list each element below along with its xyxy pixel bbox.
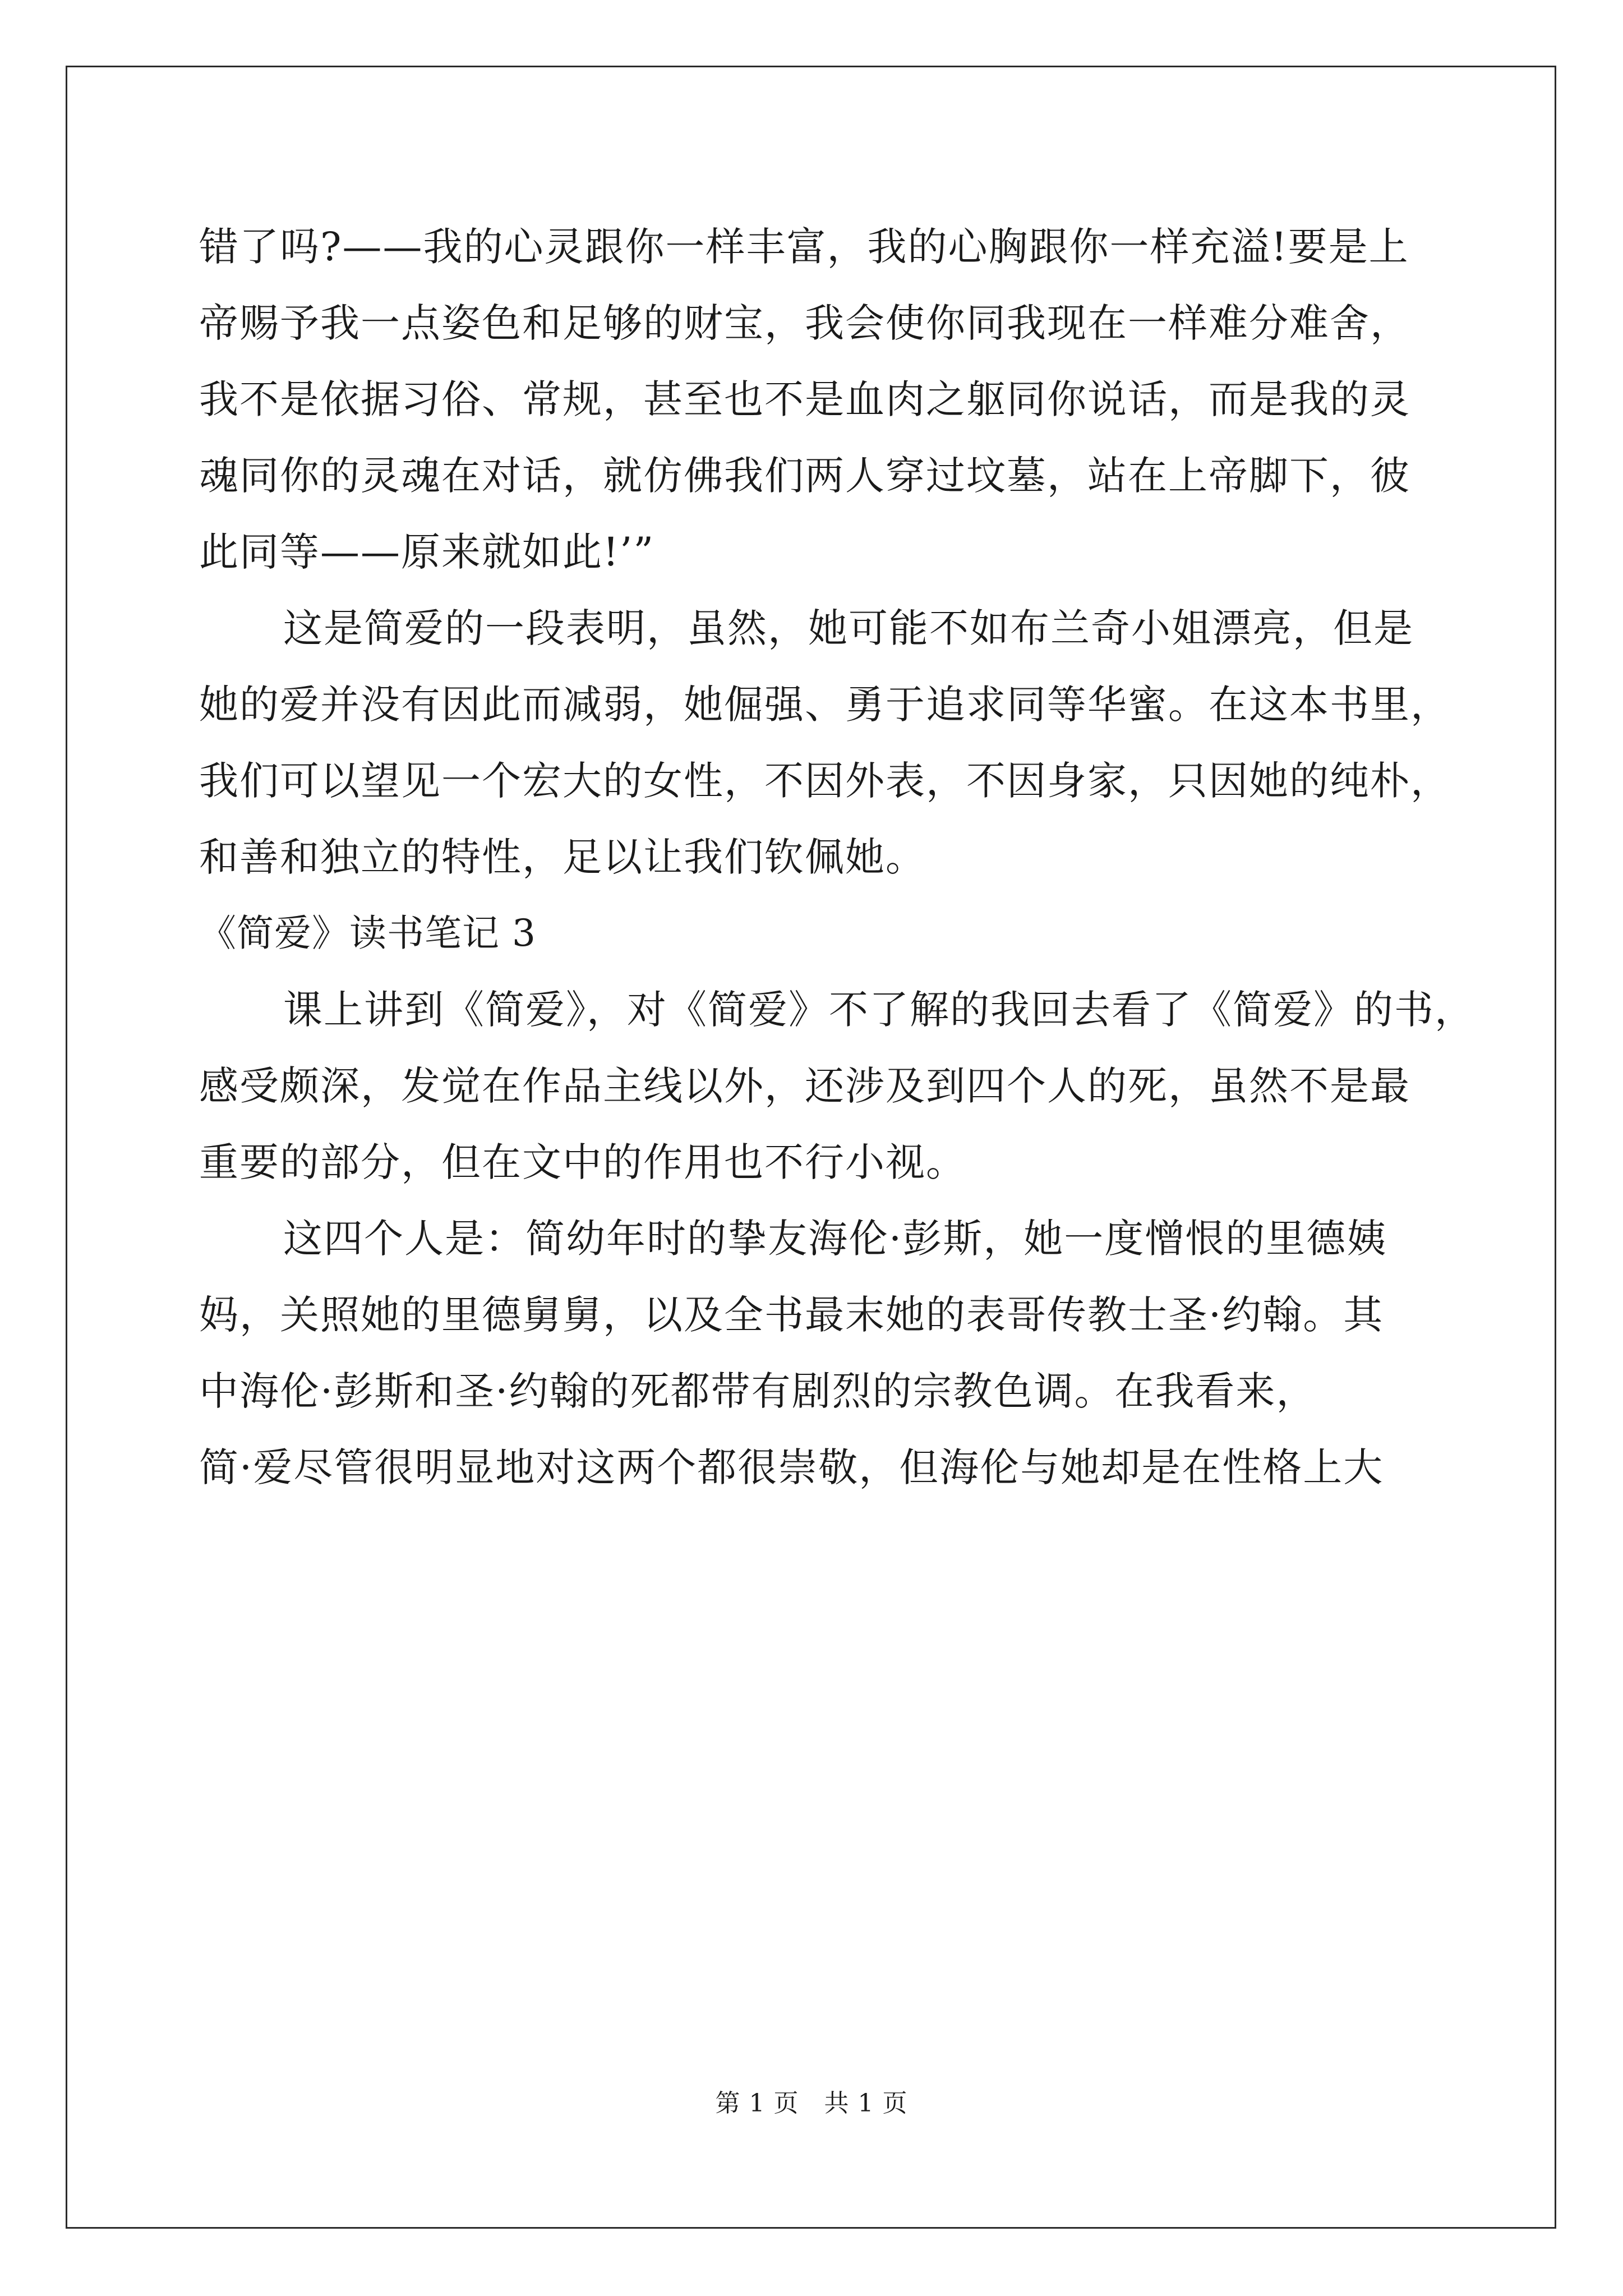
paragraph-line: 和善和独立的特性，足以让我们钦佩她。 [199, 834, 926, 880]
paragraph-line: 此同等——原来就如此!’” [199, 529, 655, 575]
paragraph-line: 中海伦·彭斯和圣·约翰的死都带有剧烈的宗教色调。在我看来， [199, 1368, 1317, 1414]
paragraph-line: 错了吗?——我的心灵跟你一样丰富，我的心胸跟你一样充溢!要是上 [199, 224, 1409, 270]
paragraph-line: 魂同你的灵魂在对话，就仿佛我们两人穿过坟墓，站在上帝脚下，彼 [199, 453, 1410, 499]
paragraph-line: 这是简爱的一段表明，虽然，她可能不如布兰奇小姐漂亮，但是 [283, 605, 1414, 651]
paragraph-line: 我不是依据习俗、常规，甚至也不是血肉之躯同你说话，而是我的灵 [199, 376, 1410, 422]
paragraph-line: 感受颇深，发觉在作品主线以外，还涉及到四个人的死，虽然不是最 [199, 1063, 1410, 1109]
paragraph-line: 我们可以望见一个宏大的女性，不因外表，不因身家，只因她的纯朴， [199, 758, 1451, 804]
paragraph-line: 重要的部分，但在文中的作用也不行小视。 [199, 1139, 966, 1185]
paragraph-line: 帝赐予我一点姿色和足够的财宝，我会使你同我现在一样难分难舍， [199, 300, 1410, 346]
paragraph-line: 她的爱并没有因此而减弱，她倔强、勇于追求同等华蜜。在这本书里， [199, 682, 1451, 728]
paragraph-line: 这四个人是：简幼年时的挚友海伦·彭斯，她一度憎恨的里德姨 [283, 1216, 1387, 1262]
page-number-footer: 第 1 页 共 1 页 [715, 2089, 908, 2118]
paragraph-line: 妈，关照她的里德舅舅，以及全书最末她的表哥传教士圣·约翰。其 [199, 1292, 1384, 1338]
paragraph-line: 课上讲到《简爱》，对《简爱》不了解的我回去看了《简爱》的书， [283, 987, 1475, 1033]
paragraph-line: 简·爱尽管很明显地对这两个都很崇敬，但海伦与她却是在性格上大 [199, 1444, 1384, 1490]
section-heading: 《简爱》读书笔记 3 [199, 912, 536, 955]
